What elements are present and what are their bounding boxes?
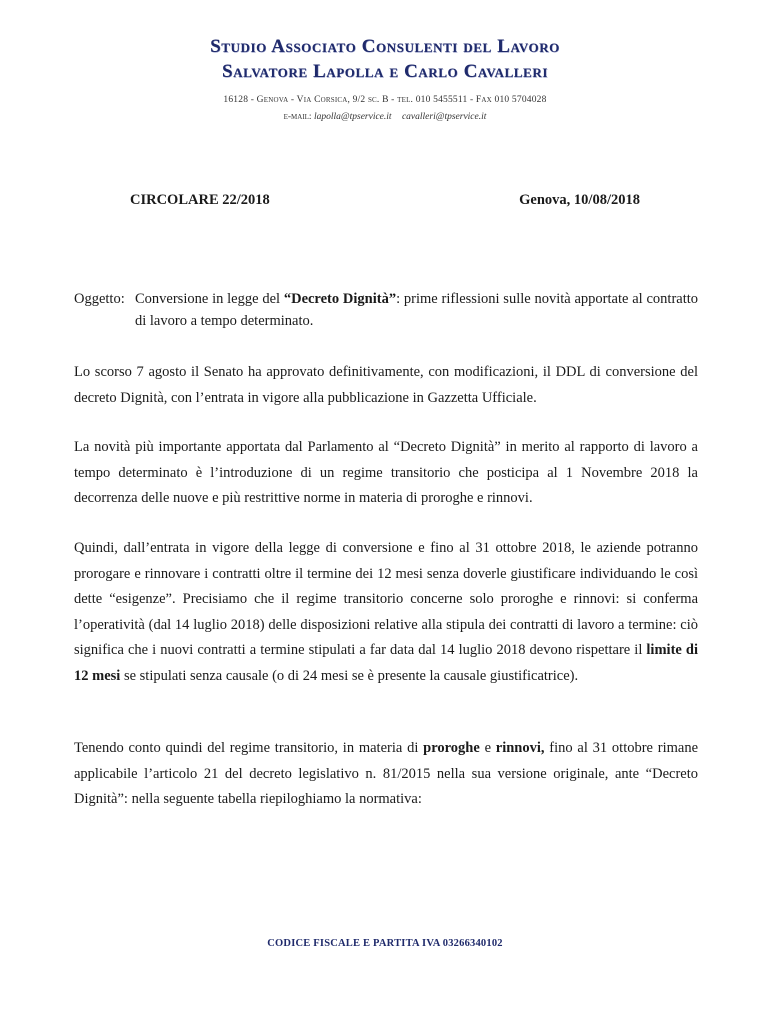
email-lapolla-link[interactable]: lapolla@tpservice.it: [313, 112, 392, 122]
email-label: e-mail:: [283, 112, 312, 122]
paragraph-4-bold-rinnovi: rinnovi,: [495, 740, 545, 756]
subject-block: [74, 288, 698, 332]
paragraph-3-text-a: Quindi, dall’entrata in vigore della legge di conversione e fino al 31 ottobre 2018, le aziende potranno prorogare e rinnovare i contratti oltre il termine dei 12 mesi senza doverle giustificare individuando le così dette “esigenze”. Precisiamo che il regime transitorio concerne solo proroghe e rinnovi: si conferma l’operatività (dal 14 luglio 2018) delle disposizioni relative alla stipula dei contratti di lavoro a termine: ciò significa che i nuovi contratti a termine stipulati a far data dal 14 luglio 2018 devono rispettare il: [74, 540, 698, 658]
paragraph-4-text-b: e: [479, 740, 496, 756]
place-date: Genova, 10/08/2018: [519, 192, 640, 208]
paragraph-2: La novità più importante apportata dal Parlamento al “Decreto Dignità” in merito al rapporto di lavoro a tempo determinato è l’introduzione di un regime transitorio che posticipa al 1 Novembre 2018 la decorrenza delle nuove e più restrittive norme in materia di proroghe e rinnovi.: [74, 439, 698, 506]
paragraph-4-text-a: Tenendo conto quindi del regime transitorio, in materia di: [74, 740, 424, 756]
subject-text-post: : prime riflessioni sulle novità apportate al contratto di lavoro a tempo determinato.: [135, 291, 699, 329]
studio-name-line2: Salvatore Lapolla e Carlo Cavalleri: [222, 61, 548, 82]
email-cavalleri-link[interactable]: cavalleri@tpservice.it: [401, 112, 487, 122]
paragraph-3-bold: limite di 12 mesi: [74, 642, 698, 684]
studio-address: 16128 - Genova - Via Corsica, 9/2 sc. B - tel. 010 5455511 - Fax 010 5704028: [223, 95, 547, 105]
studio-name-line1: Studio Associato Consulenti del Lavoro: [210, 36, 560, 57]
paragraph-3-text-b: se stipulati senza causale (o di 24 mesi se è presente la causale giustificatrice).: [120, 667, 579, 684]
circolare-number: CIRCOLARE 22/2018: [130, 192, 270, 208]
letterhead: [0, 34, 770, 122]
paragraph-1: Lo scorso 7 agosto il Senato ha approvato definitivamente, con modificazioni, il DDL di conversione del decreto Dignità, con l’entrata in vigore alla pubblicazione in Gazzetta Ufficiale.: [74, 364, 698, 406]
subject-label: Oggetto:: [74, 291, 125, 307]
subject-text: [135, 288, 698, 332]
paragraph-4-text-c: fino al 31 ottobre rimane applicabile l’articolo 21 del decreto legislativo n. 81/2015 nella sua versione originale, ante “Decreto Dignità”: nella seguente tabella riepiloghiamo la normativa:: [74, 740, 699, 807]
paragraph-4-bold-proroghe: proroghe: [423, 740, 480, 756]
paragraph-4: [74, 736, 698, 813]
paragraph-3: [74, 536, 698, 689]
subject-text-pre: Conversione in legge del: [135, 291, 284, 307]
email-line: [0, 112, 770, 122]
footer-tax-code: CODICE FISCALE E PARTITA IVA 03266340102: [267, 938, 503, 949]
subject-text-bold: “Decreto Dignità”: [283, 291, 397, 307]
